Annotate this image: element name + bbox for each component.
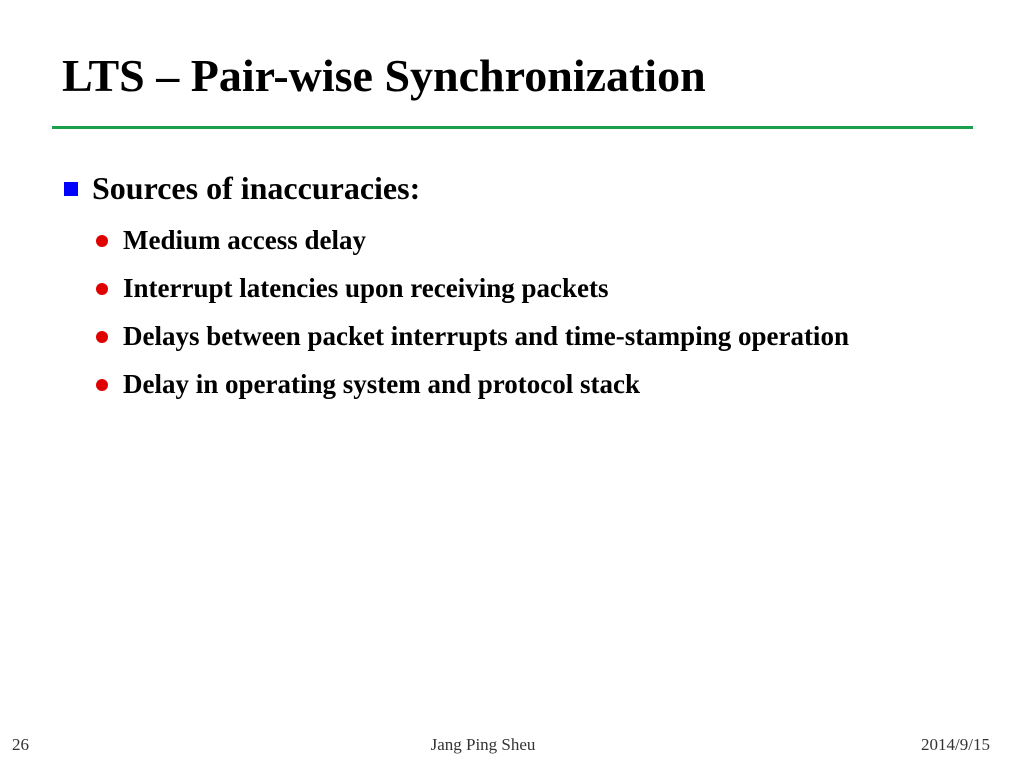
sub-bullet-text: Delay in operating system and protocol stack [123, 369, 640, 399]
slide-title: LTS – Pair-wise Synchronization [62, 50, 706, 101]
red-dot-bullet-icon [96, 379, 108, 391]
page-number: 26 [12, 735, 29, 754]
footer-date: 2014/9/15 [921, 735, 990, 754]
red-dot-bullet-icon [96, 235, 108, 247]
sub-bullet-text: Interrupt latencies upon receiving packets [123, 273, 609, 303]
footer-author: Jang Ping Sheu [430, 735, 536, 754]
sub-bullet-list [96, 220, 916, 412]
sub-bullet-item [96, 268, 916, 309]
sub-bullet-item [96, 220, 916, 261]
sub-bullet-item [96, 316, 916, 357]
sub-bullet-text: Delays between packet interrupts and time-stamping operation [123, 321, 849, 351]
sub-bullet-item [96, 364, 916, 405]
sub-bullet-text: Medium access delay [123, 225, 366, 255]
red-dot-bullet-icon [96, 331, 108, 343]
red-dot-bullet-icon [96, 283, 108, 295]
blue-square-bullet-icon [64, 182, 78, 196]
main-bullet-text: Sources of inaccuracies: [92, 170, 421, 206]
